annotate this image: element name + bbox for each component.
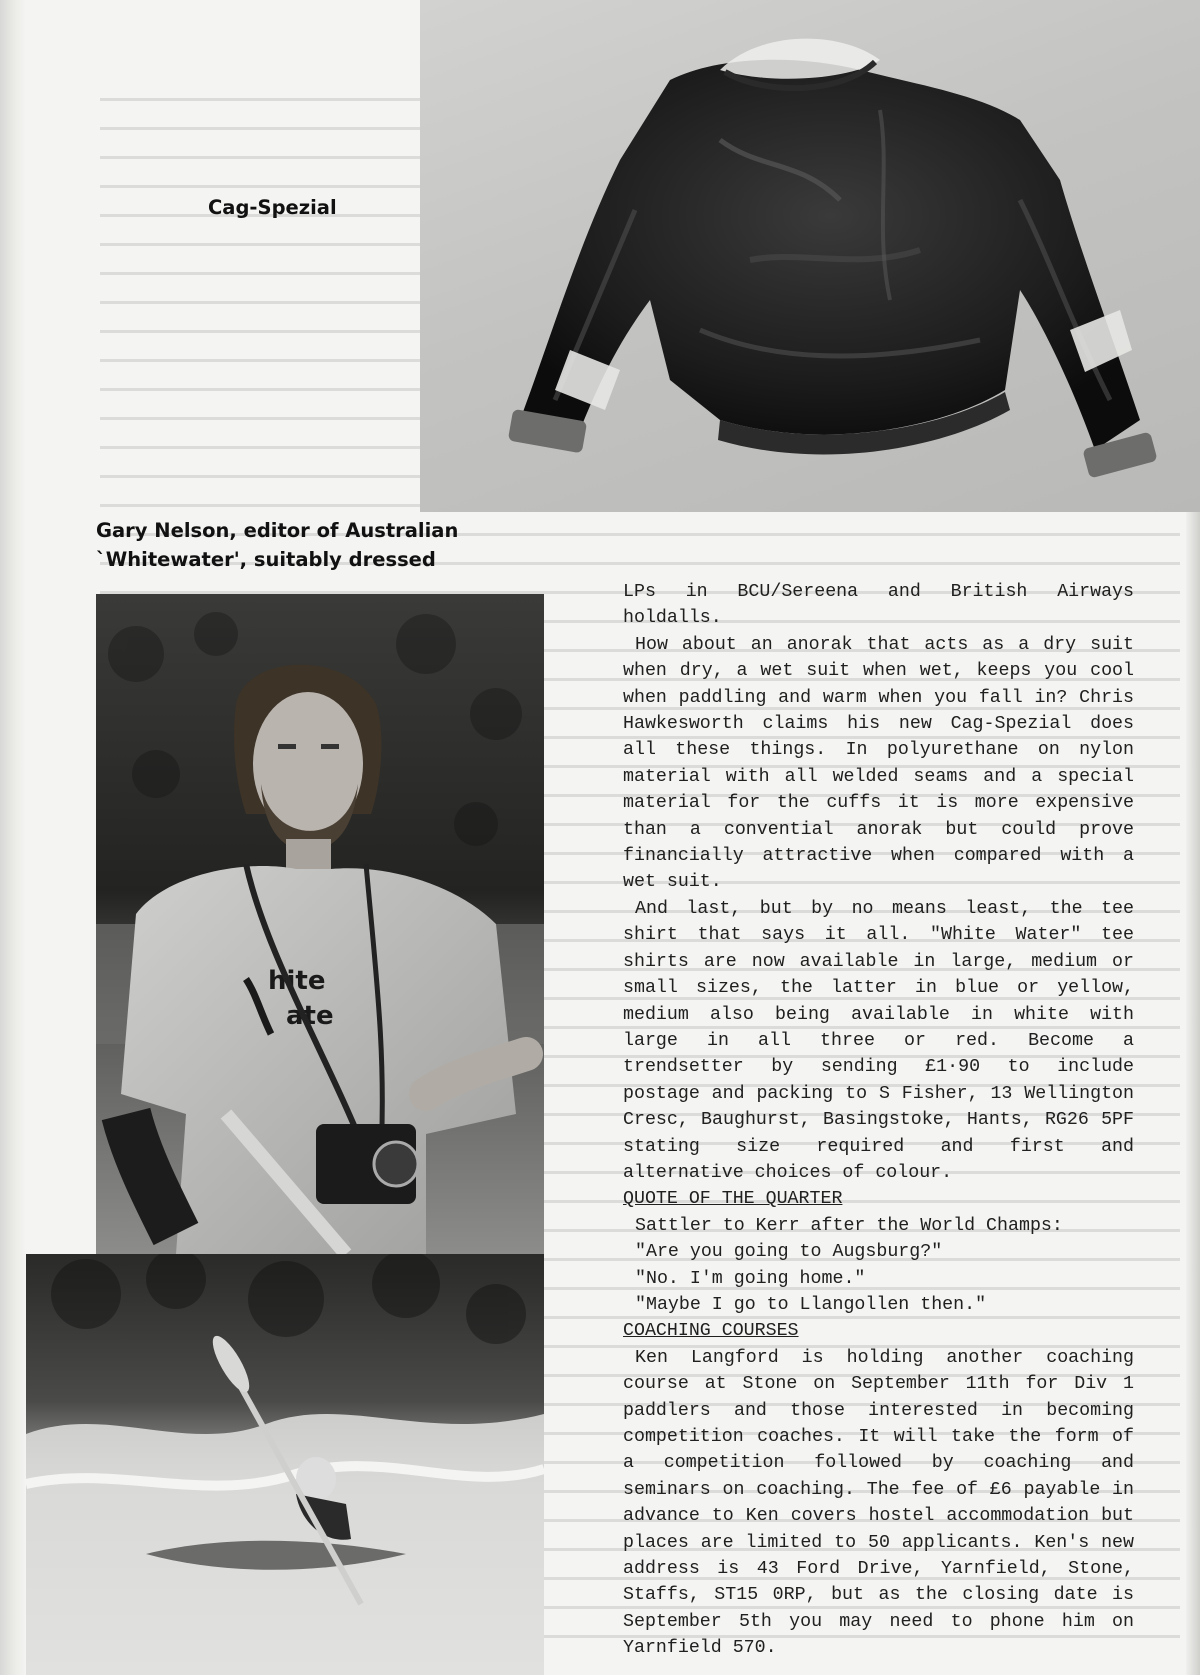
quote-line-1: "Are you going to Augsburg?" bbox=[635, 1242, 943, 1263]
kayak-photo bbox=[26, 1254, 544, 1675]
shirt-print-line-2: ate bbox=[286, 1001, 334, 1031]
portrait-caption bbox=[96, 516, 458, 574]
anorak-illustration bbox=[420, 0, 1200, 512]
jacket-caption: Cag-Spezial bbox=[208, 196, 337, 219]
page-binding-edge bbox=[0, 0, 26, 1675]
portrait-photo bbox=[96, 594, 544, 1254]
article-column bbox=[623, 579, 1134, 1662]
heading-coaching-courses: COACHING COURSES bbox=[623, 1321, 799, 1342]
quote-intro: Sattler to Kerr after the World Champs: bbox=[635, 1215, 1063, 1236]
article-paragraph-1: LPs in BCU/Sereena and British Airways holdalls. bbox=[623, 582, 1134, 629]
article-paragraph-coaching: Ken Langford is holding another coaching course at Stone on September 11th for Div 1 paddlers and those interested in becoming competition coaches. It will take the form of a competition followed by coaching and seminars on coaching. The fee of £6 payable in advance to Ken covers hostel accommodation but places are limited to 50 applicants. Ken's new address is 43 Ford Drive, Yarnfield, Stone, Staffs, ST15 0RP, but as the closing date is September 5th you may need to phone him on Yarnfield 570. bbox=[623, 1347, 1134, 1659]
shirt-print-line-1: hite bbox=[268, 966, 326, 996]
portrait-caption-line-2: `Whitewater', suitably dressed bbox=[96, 548, 436, 571]
portrait-caption-line-1: Gary Nelson, editor of Australian bbox=[96, 519, 459, 542]
portrait-illustration bbox=[96, 594, 544, 1254]
article-paragraph-anorak: How about an anorak that acts as a dry suit when dry, a wet suit when wet, keeps you cool when paddling and warm when you fall in? Chris Hawkesworth claims his new Cag-Spezial does all these things. In polyurethane on nylon material with all welded seams and a special material for the cuffs it is more expensive than a convential anorak but could prove financially attractive when compared with a wet suit. bbox=[623, 634, 1134, 893]
kayak-illustration bbox=[26, 1254, 544, 1675]
quote-line-2: "No. I'm going home." bbox=[635, 1268, 866, 1289]
quote-line-3: "Maybe I go to Llangollen then." bbox=[635, 1294, 987, 1315]
article-paragraph-tee-shirts: And last, but by no means least, the tee shirt that says it all. "White Water" tee shirts are now available in large, medium or small sizes, the latter in blue or yellow, medium also being available in white with large in all three or red. Become a trendsetter by sending £1·90 to include postage and packing to S Fisher, 13 Wellington Cresc, Baughurst, Basingstoke, Hants, RG26 5PF stating size required and first and alternative choices of colour. bbox=[623, 898, 1134, 1183]
heading-quote-of-the-quarter: QUOTE OF THE QUARTER bbox=[623, 1189, 843, 1210]
jacket-photo bbox=[420, 0, 1200, 512]
